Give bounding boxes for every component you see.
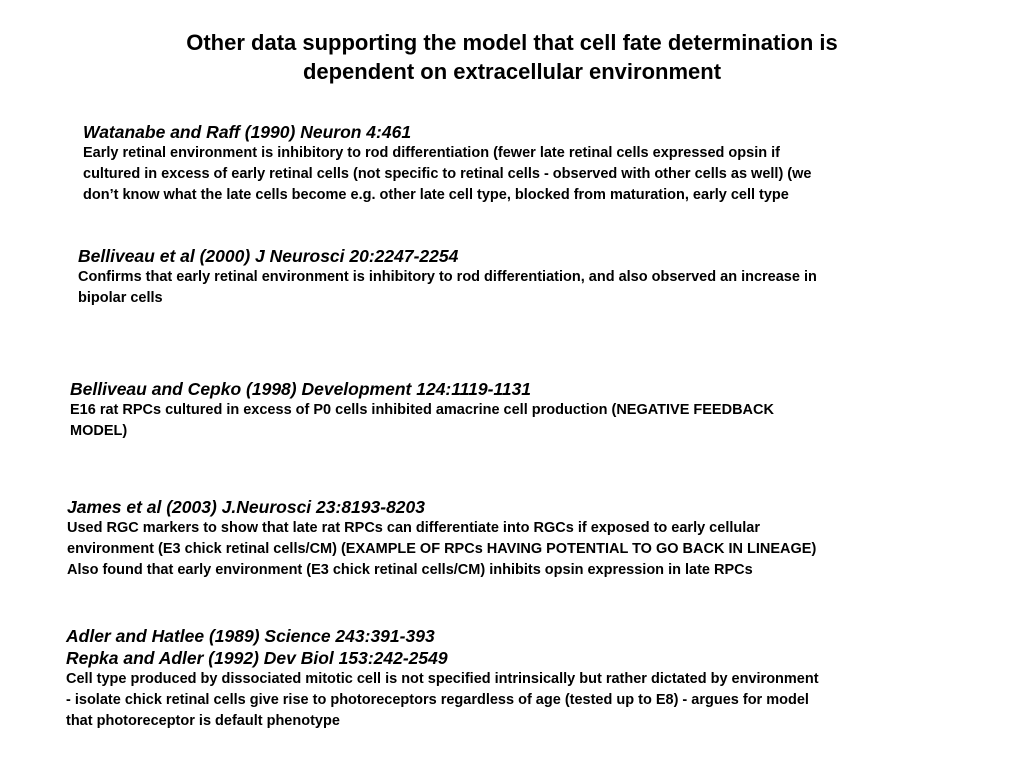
description-line: don’t know what the late cells become e.g. other late cell type, blocked from maturation, early cell type <box>83 187 789 203</box>
description-line: environment (E3 chick retinal cells/CM) (EXAMPLE OF RPCs HAVING POTENTIAL TO GO BACK IN LINEAGE) <box>67 541 817 557</box>
slide-title-line-1: Other data supporting the model that cell fate determination is <box>186 30 838 55</box>
reference-block-adler <box>66 625 819 732</box>
reference-description <box>67 518 816 581</box>
description-line: Cell type produced by dissociated mitotic cell is not specified intrinsically but rather dictated by environment <box>66 671 819 687</box>
reference-citation: Repka and Adler (1992) Dev Biol 153:242-2549 <box>66 648 448 668</box>
description-line: Early retinal environment is inhibitory to rod differentiation (fewer late retinal cells expressed opsin if <box>83 145 780 161</box>
description-line: Confirms that early retinal environment is inhibitory to rod differentiation, and also observed an increase in <box>78 269 817 285</box>
reference-description <box>70 400 774 442</box>
reference-citation: Adler and Hatlee (1989) Science 243:391-393 <box>66 626 435 646</box>
description-line: - isolate chick retinal cells give rise to photoreceptors regardless of age (tested up to E8) - argues for model <box>66 692 809 708</box>
description-line: Also found that early environment (E3 chick retinal cells/CM) inhibits opsin expression in late RPCs <box>67 562 753 578</box>
reference-description <box>78 267 817 309</box>
reference-citation: James et al (2003) J.Neurosci 23:8193-8203 <box>67 497 426 517</box>
reference-block-james-2003 <box>67 496 816 581</box>
description-line: Used RGC markers to show that late rat RPCs can differentiate into RGCs if exposed to early cellular <box>67 520 760 536</box>
reference-description <box>66 669 819 732</box>
reference-citation: Belliveau and Cepko (1998) Development 124:1119-1131 <box>70 379 532 399</box>
reference-citation: Watanabe and Raff (1990) Neuron 4:461 <box>83 122 412 142</box>
description-line: bipolar cells <box>78 290 163 306</box>
slide-title-line-2: dependent on extracellular environment <box>302 59 722 84</box>
reference-citation: Belliveau et al (2000) J Neurosci 20:2247-2254 <box>78 246 459 266</box>
slide-title <box>0 28 1024 86</box>
description-line: cultured in excess of early retinal cells (not specific to retinal cells - observed with other cells as well) (we <box>83 166 812 182</box>
reference-block-watanabe-raff <box>83 121 811 206</box>
description-line: that photoreceptor is default phenotype <box>66 713 340 729</box>
reference-block-belliveau-cepko <box>70 378 774 442</box>
reference-block-belliveau-2000 <box>78 245 817 309</box>
description-line: MODEL) <box>70 423 128 439</box>
reference-description <box>83 143 811 206</box>
description-line: E16 rat RPCs cultured in excess of P0 cells inhibited amacrine cell production (NEGATIVE FEEDBACK <box>70 402 774 418</box>
